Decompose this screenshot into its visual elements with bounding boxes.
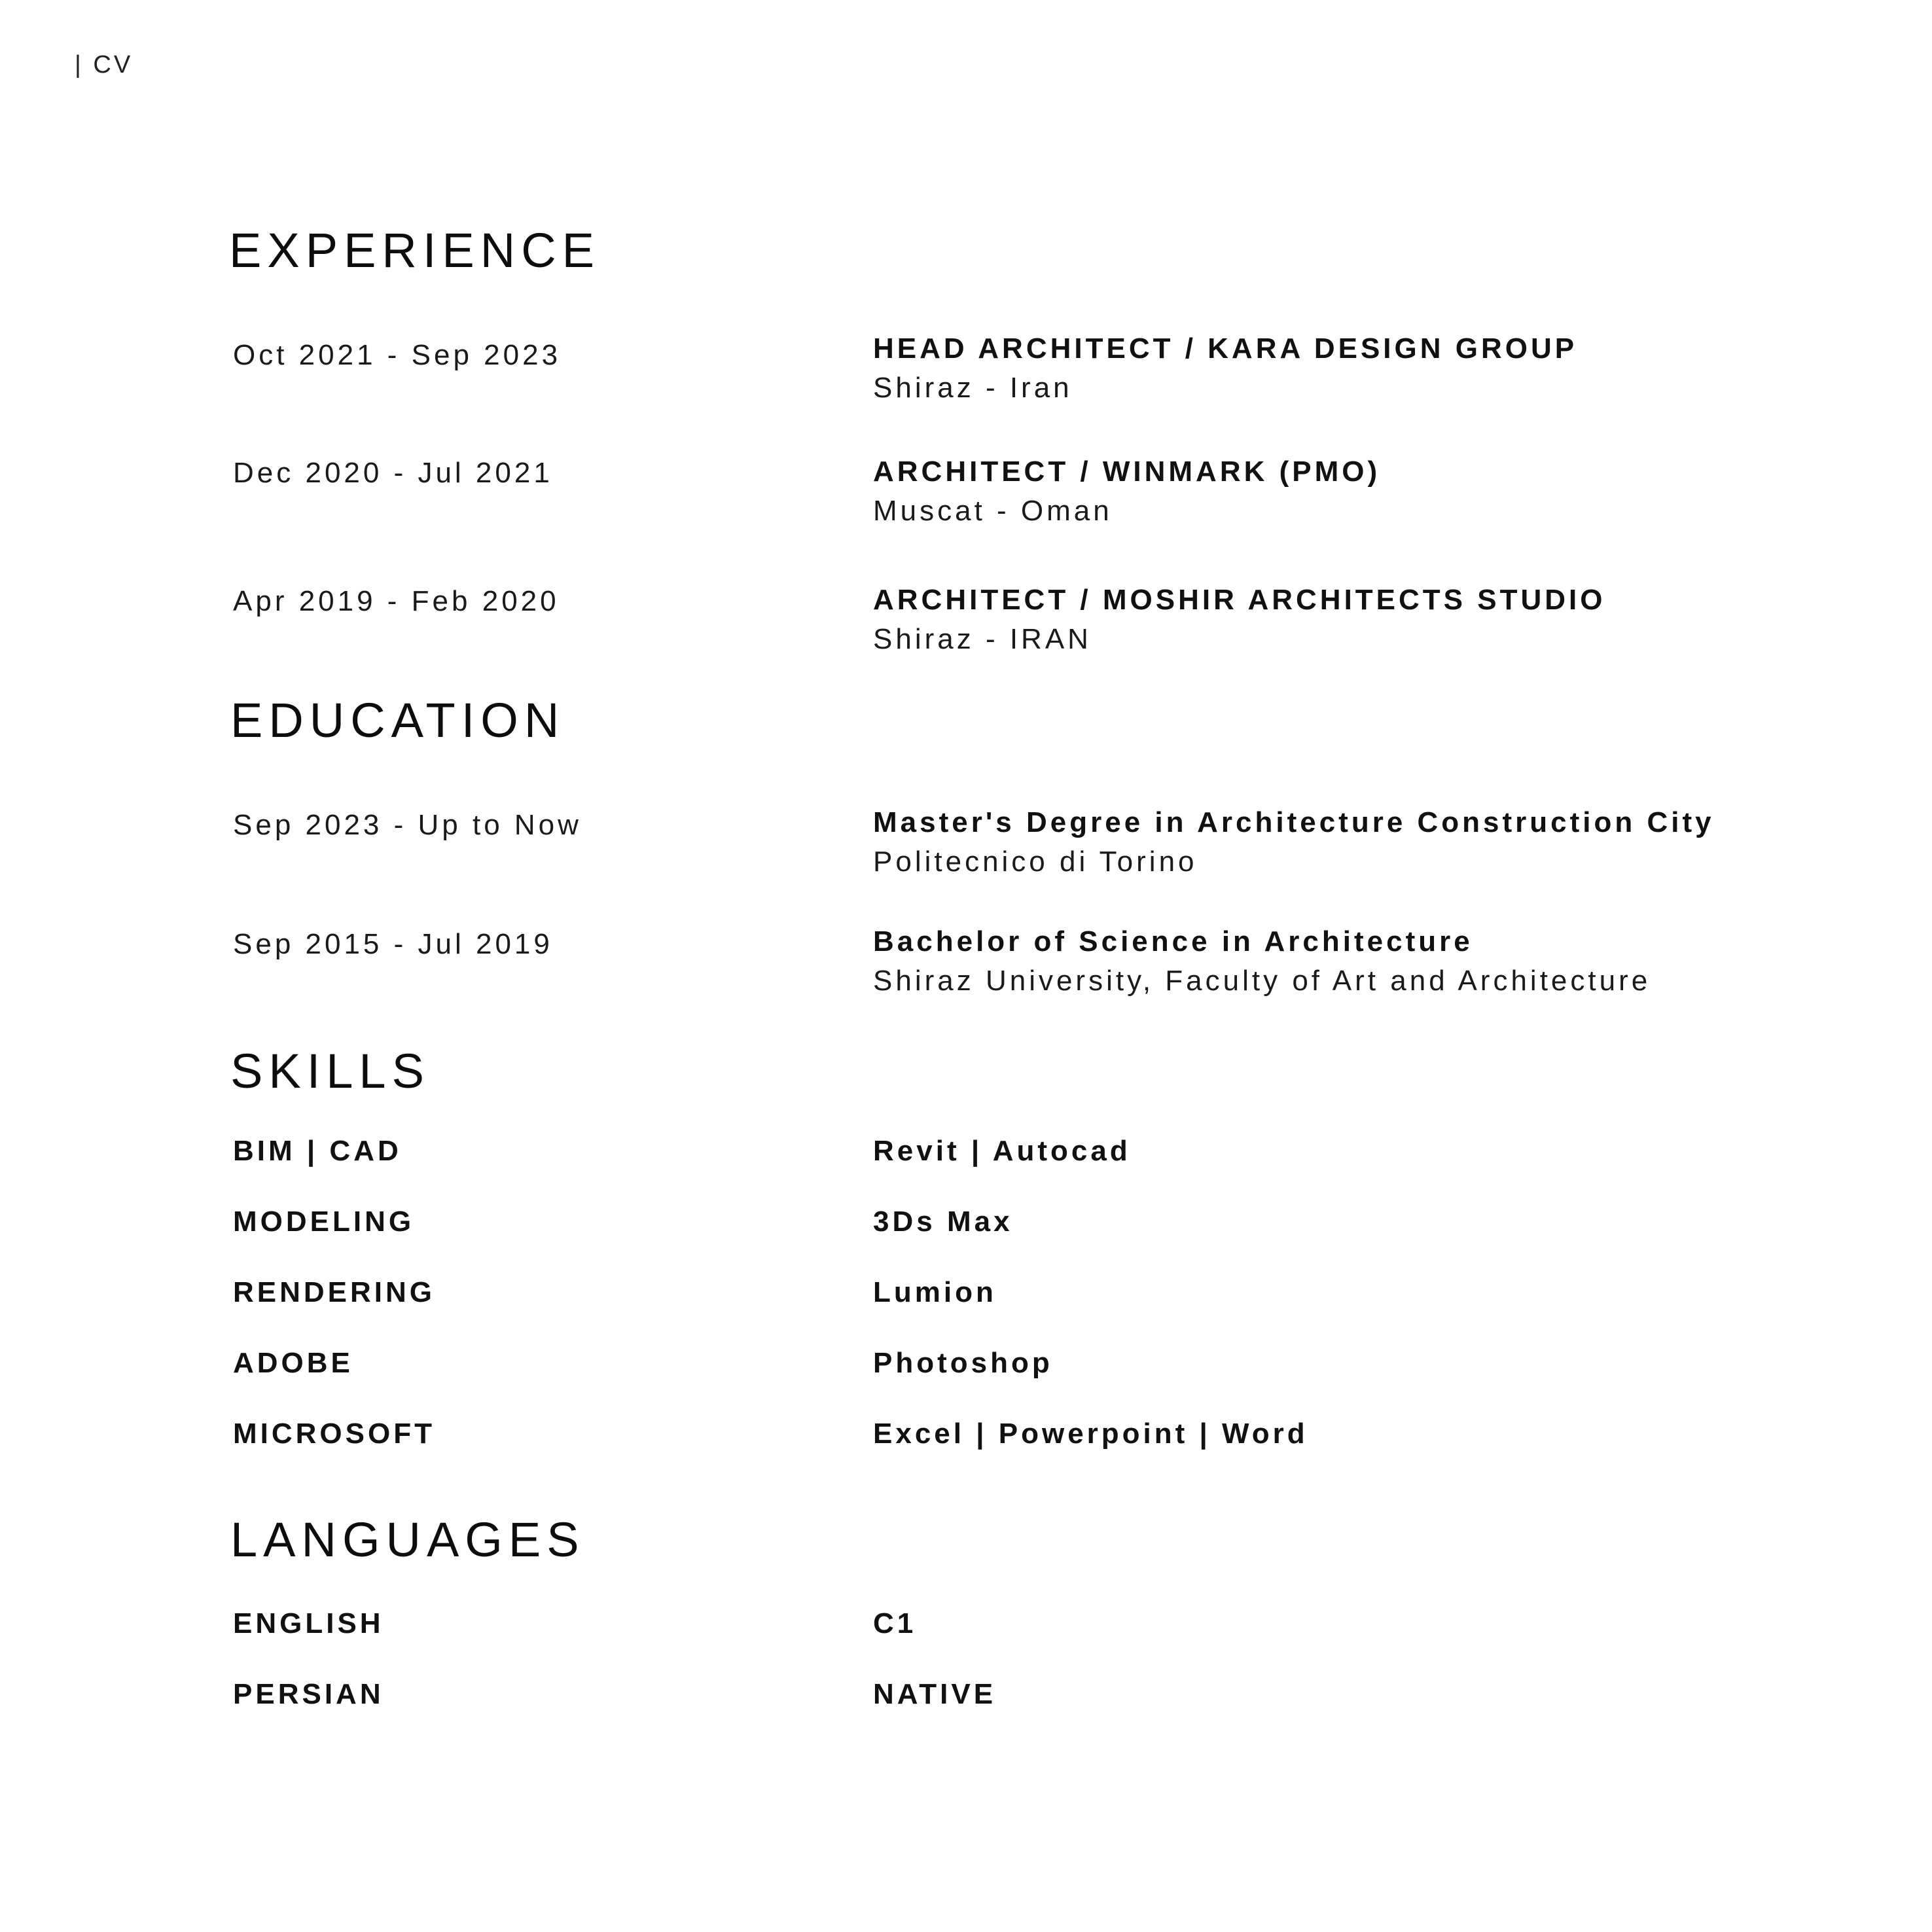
- language-level: NATIVE: [873, 1678, 997, 1710]
- education-date: Sep 2023 - Up to Now: [233, 809, 582, 841]
- education-degree: Bachelor of Science in Architecture: [873, 925, 1473, 957]
- language-name: PERSIAN: [233, 1678, 384, 1710]
- skill-tools: Lumion: [873, 1276, 997, 1308]
- experience-role: ARCHITECT / WINMARK (PMO): [873, 456, 1381, 488]
- education-date: Sep 2015 - Jul 2019: [233, 928, 553, 960]
- languages-heading: LANGUAGES: [230, 1512, 585, 1567]
- skill-tools: 3Ds Max: [873, 1206, 1013, 1238]
- experience-place: Shiraz - IRAN: [873, 623, 1092, 655]
- skill-category: MODELING: [233, 1206, 415, 1238]
- education-heading: EDUCATION: [230, 693, 565, 747]
- language-name: ENGLISH: [233, 1607, 384, 1639]
- experience-role: HEAD ARCHITECT / KARA DESIGN GROUP: [873, 332, 1578, 365]
- education-school: Shiraz University, Faculty of Art and Architecture: [873, 965, 1651, 997]
- experience-date: Dec 2020 - Jul 2021: [233, 457, 553, 489]
- experience-place: Muscat - Oman: [873, 495, 1113, 527]
- skills-heading: SKILLS: [230, 1044, 430, 1098]
- experience-role: ARCHITECT / MOSHIR ARCHITECTS STUDIO: [873, 584, 1606, 616]
- skill-category: ADOBE: [233, 1347, 353, 1379]
- skill-category: RENDERING: [233, 1276, 436, 1308]
- experience-date: Oct 2021 - Sep 2023: [233, 339, 562, 371]
- education-school: Politecnico di Torino: [873, 846, 1198, 878]
- skill-tools: Photoshop: [873, 1347, 1053, 1379]
- language-level: C1: [873, 1607, 917, 1639]
- experience-date: Apr 2019 - Feb 2020: [233, 585, 560, 617]
- education-degree: Master's Degree in Architecture Construction City: [873, 806, 1715, 838]
- experience-heading: EXPERIENCE: [229, 223, 601, 277]
- skill-category: MICROSOFT: [233, 1418, 435, 1450]
- skill-tools: Excel | Powerpoint | Word: [873, 1418, 1308, 1450]
- experience-place: Shiraz - Iran: [873, 372, 1073, 404]
- page-tag: | CV: [75, 51, 134, 79]
- skill-tools: Revit | Autocad: [873, 1135, 1131, 1167]
- skill-category: BIM | CAD: [233, 1135, 402, 1167]
